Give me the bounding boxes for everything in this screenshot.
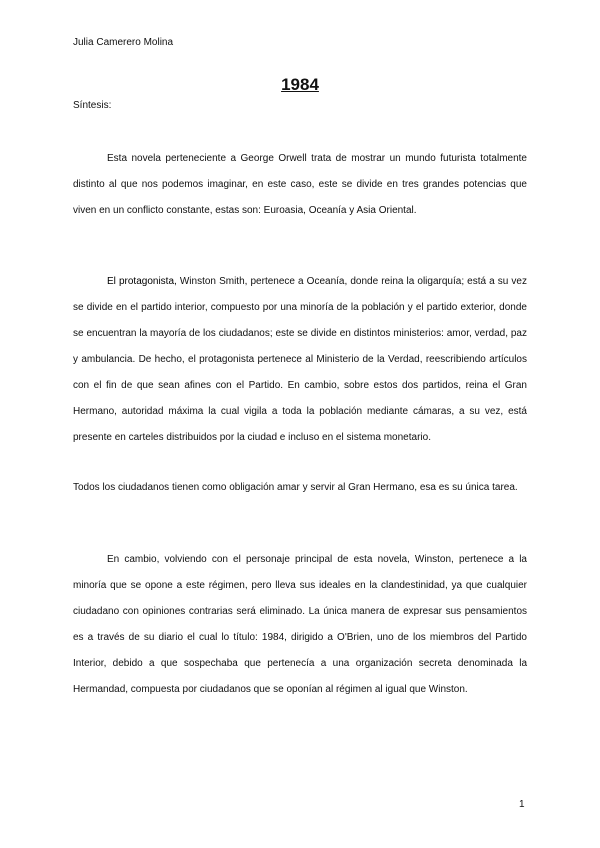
section-label: Síntesis: — [73, 100, 112, 111]
paragraph-protagonist-lead: El protagonista, — [107, 276, 177, 287]
paragraph-protagonist-body: Winston Smith, pertenece a Oceanía, donde reina la oligarquía; está a su vez se divide en el partido interior, compuesto por una minoría de la población y el partido exterior, donde se encuentran la mayoría de los ciudadanos; este se divide en distintos ministerios: amor, verdad, paz y ambulancia. De hecho, el protagonista pertenece al Ministerio de la Verdad, reescribiendo artículos con el fin de que sean afines con el Partido. En cambio, sobre estos dos partidos, reina el Gran Hermano, autoridad máxima la cual vigila a toda la población mediante cámaras, a su vez, está presente en carteles distribuidos por la ciudad e incluso en el sistema monetario. — [73, 276, 527, 443]
document-title-text: 1984 — [281, 75, 319, 94]
document-title — [0, 75, 600, 95]
page-number: 1 — [519, 799, 525, 810]
paragraph-intro: Esta novela perteneciente a George Orwell trata de mostrar un mundo futurista totalmente distinto al que nos podemos imaginar, en este caso, este se divide en tres grandes potencias que viven en un conflicto constante, estas son: Euroasia, Oceanía y Asia Oriental. — [73, 153, 527, 216]
paragraph-protagonist — [73, 269, 527, 451]
paragraph-winston: En cambio, volviendo con el personaje principal de esta novela, Winston, pertenece a la minoría que se opone a este régimen, pero lleva sus ideales en la clandestinidad, ya que cualquier ciudadano con opiniones contrarias será eliminado. La única manera de expresar sus pensamientos es a través de su diario el cual lo título: 1984, dirigido a O'Brien, uno de los miembros del Partido Interior, debido a que sospechaba que pertenecía a una organización secreta denominada la Hermandad, compuesta por ciudadanos que se oponían al régimen al igual que Winston. — [73, 554, 527, 695]
header-author-name: Julia Camerero Molina — [73, 37, 174, 48]
paragraph-citizens-duty: Todos los ciudadanos tienen como obligación amar y servir al Gran Hermano, esa es su única tarea. — [73, 482, 518, 493]
